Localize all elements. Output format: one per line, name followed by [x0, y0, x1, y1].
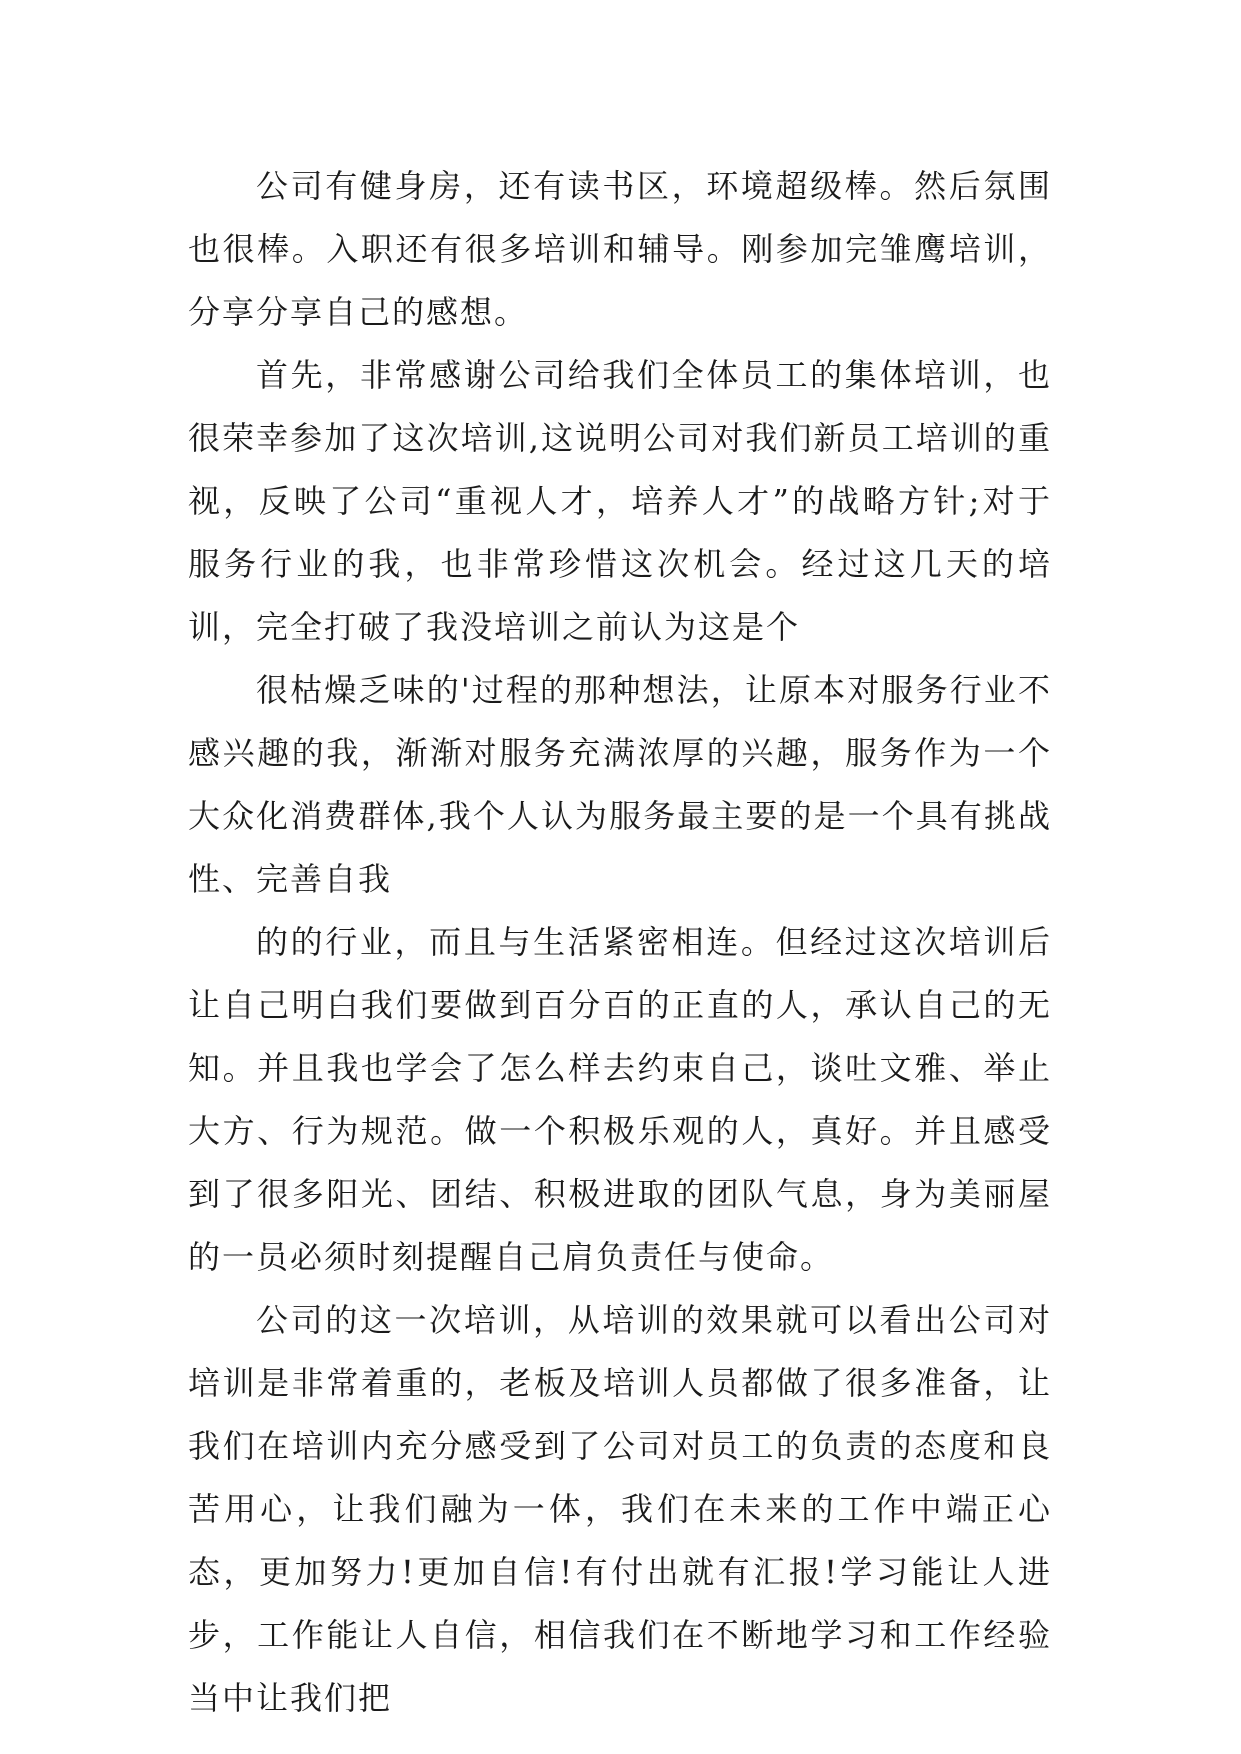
paragraph-4: 的的行业，而且与生活紧密相连。但经过这次培训后让自己明白我们要做到百分百的正直的人，承认自己的无知。并且我也学会了怎么样去约束自己，谈吐文雅、举止大方、行为规范。做一个积极乐观的人，真好。并且感受到了很多阳光、团结、积极进取的团队气息，身为美丽屋的一员必须时刻提醒自己肩负责任与使命。 — [188, 923, 1052, 1276]
paragraph-3: 很枯燥乏味的'过程的那种想法，让原本对服务行业不感兴趣的我，渐渐对服务充满浓厚的兴趣，服务作为一个大众化消费群体,我个人认为服务最主要的是一个具有挑战性、完善自我 — [188, 671, 1052, 898]
paragraph-5: 公司的这一次培训，从培训的效果就可以看出公司对培训是非常着重的，老板及培训人员都做了很多准备，让我们在培训内充分感受到了公司对员工的负责的态度和良苦用心，让我们融为一体，我们在未来的工作中端正心态，更加努力!更加自信!有付出就有汇报!学习能让人进步，工作能让人自信，相信我们在不断地学习和工作经验当中让我们把 — [188, 1301, 1052, 1717]
paragraph-2: 首先，非常感谢公司给我们全体员工的集体培训，也很荣幸参加了这次培训,这说明公司对我们新员工培训的重视，反映了公司“重视人才，培养人才”的战略方针;对于服务行业的我，也非常珍惜这次机会。经过这几天的培训，完全打破了我没培训之前认为这是个 — [188, 356, 1052, 646]
paragraph-1: 公司有健身房，还有读书区，环境超级棒。然后氛围也很棒。入职还有很多培训和辅导。刚参加完雏鹰培训，分享分享自己的感想。 — [188, 167, 1052, 331]
document-body — [188, 155, 1052, 1730]
